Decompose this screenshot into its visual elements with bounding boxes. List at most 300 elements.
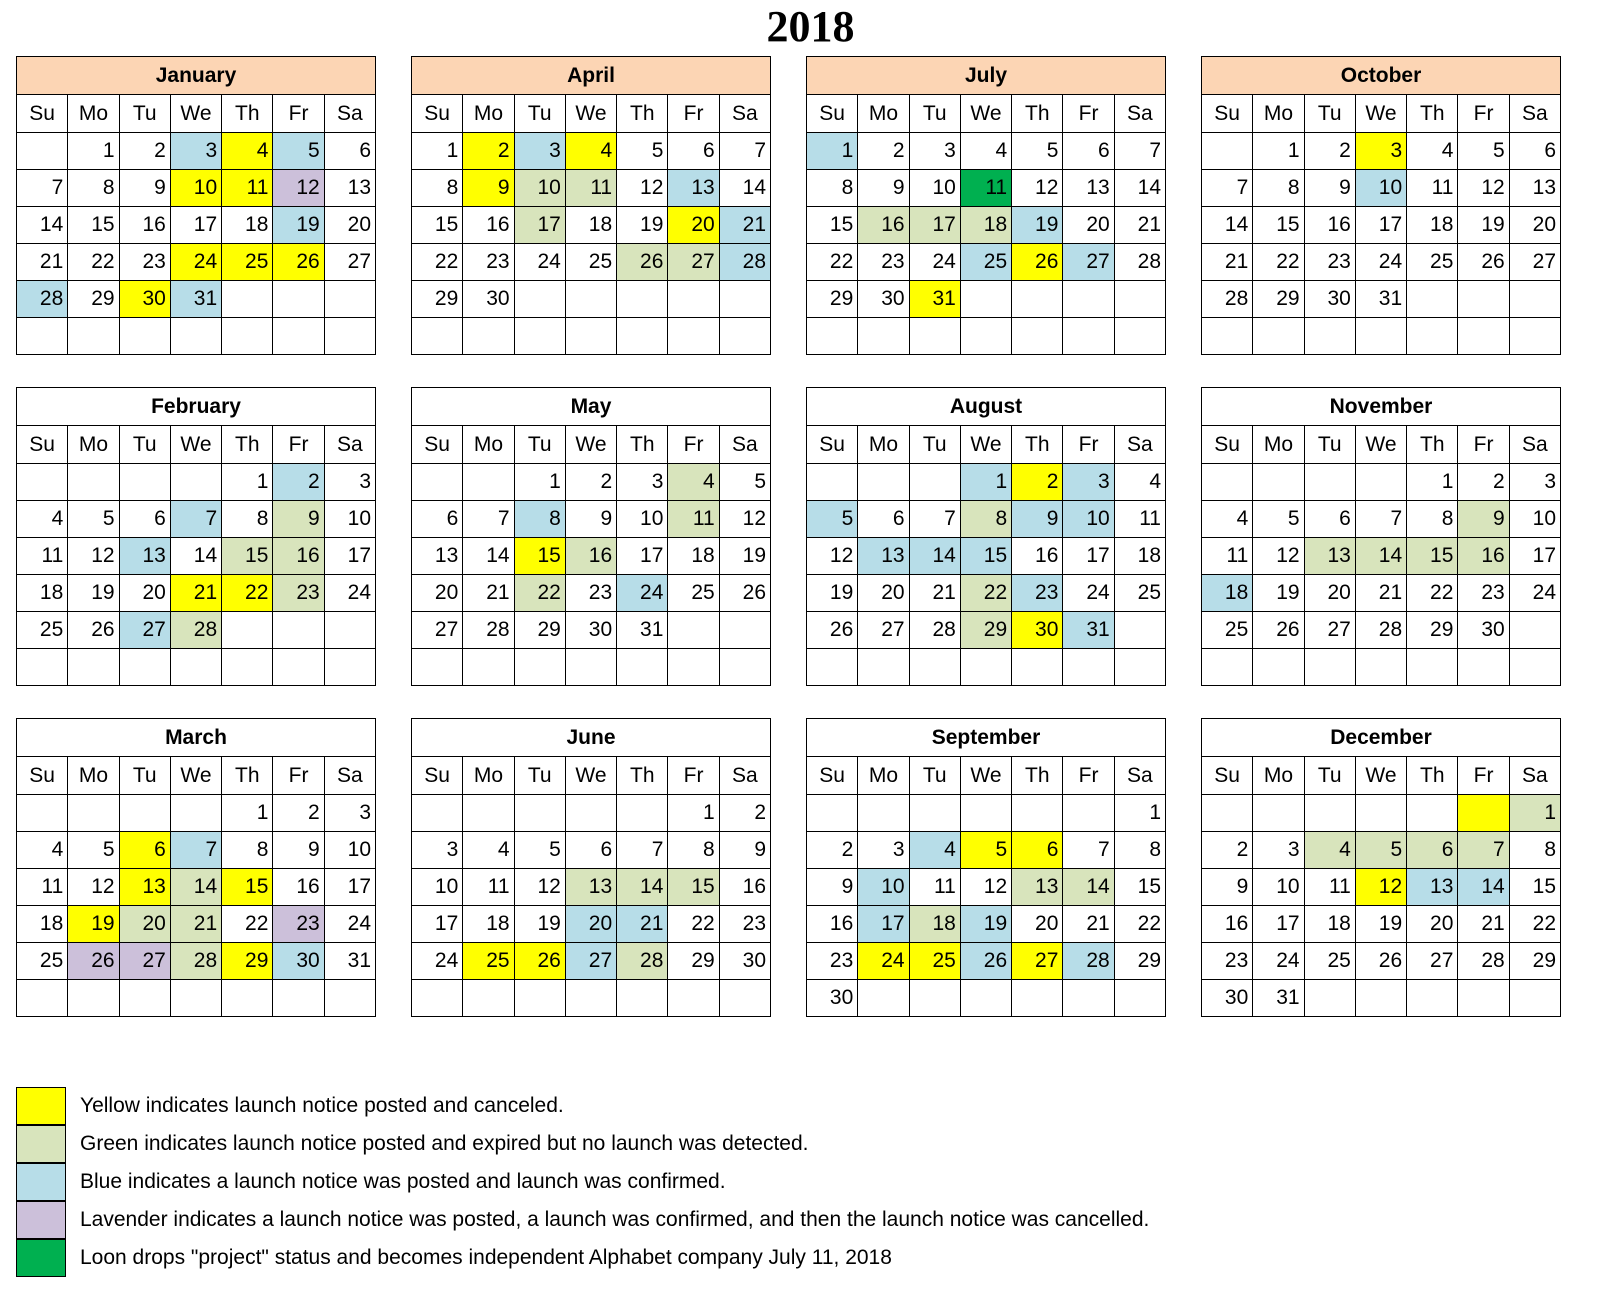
day-cell: 16 [1012,538,1063,575]
week-row [807,501,1166,538]
empty-cell [1509,612,1560,649]
day-cell: 12 [807,538,858,575]
empty-cell [668,318,719,355]
week-row [1202,649,1561,686]
day-cell: 23 [1202,943,1253,980]
month-july [806,56,1166,362]
day-cell: 22 [412,244,463,281]
day-cell: 21 [1458,906,1509,943]
weekday-label: Fr [1458,757,1509,795]
day-cell: 31 [324,943,375,980]
month-name: March [17,719,376,757]
day-cell: 5 [1355,832,1406,869]
day-cell: 3 [170,133,221,170]
day-cell: 12 [1012,170,1063,207]
day-cell: 13 [1063,170,1114,207]
day-cell: 2 [1458,464,1509,501]
day-cell: 5 [807,501,858,538]
weekday-label: Tu [1304,426,1355,464]
empty-cell [909,318,960,355]
day-cell: 5 [514,832,565,869]
empty-cell [119,318,170,355]
weekday-label: Th [1407,95,1458,133]
month-name: September [807,719,1166,757]
weekday-label: Mo [68,95,119,133]
week-row [807,980,1166,1017]
day-cell: 10 [514,170,565,207]
empty-cell [412,980,463,1017]
day-cell: 28 [1202,281,1253,318]
legend-item-dark-green [16,1239,1149,1277]
day-cell: 4 [17,832,68,869]
empty-cell [1063,649,1114,686]
day-cell: 3 [1063,464,1114,501]
weekday-label: Sa [1114,95,1165,133]
day-cell: 1 [1253,133,1304,170]
day-cell: 11 [222,170,273,207]
empty-cell [273,980,324,1017]
weekday-label: Mo [1253,426,1304,464]
day-cell: 9 [719,832,770,869]
weekday-label: Mo [463,426,514,464]
day-cell: 30 [807,980,858,1017]
day-cell: 8 [668,832,719,869]
day-cell: 24 [170,244,221,281]
day-cell: 2 [463,133,514,170]
day-cell: 1 [222,795,273,832]
month-january [16,56,376,362]
day-cell: 18 [222,207,273,244]
month-november [1201,387,1561,693]
empty-cell [960,795,1011,832]
day-cell: 1 [807,133,858,170]
weekday-label: Su [807,757,858,795]
day-cell: 17 [1509,538,1560,575]
week-row [1202,244,1561,281]
day-cell: 29 [1509,943,1560,980]
day-cell: 26 [1012,244,1063,281]
day-cell: 15 [1407,538,1458,575]
week-row [412,501,771,538]
month-may [411,387,771,693]
day-cell: 21 [1355,575,1406,612]
day-cell: 15 [1114,869,1165,906]
weekday-label: Su [17,757,68,795]
day-cell: 17 [858,906,909,943]
day-cell: 7 [170,501,221,538]
weekday-label: Su [412,757,463,795]
empty-cell [565,281,616,318]
empty-cell [1114,980,1165,1017]
weekday-label: Tu [119,95,170,133]
day-cell: 16 [1458,538,1509,575]
day-cell: 22 [514,575,565,612]
week-row [807,795,1166,832]
empty-cell [1202,318,1253,355]
day-cell: 19 [1458,207,1509,244]
week-row [17,133,376,170]
week-row [1202,170,1561,207]
day-cell: 29 [960,612,1011,649]
day-cell: 24 [909,244,960,281]
empty-cell [463,464,514,501]
empty-cell [1407,795,1458,832]
empty-cell [119,795,170,832]
weekday-label: We [565,426,616,464]
day-cell: 12 [960,869,1011,906]
empty-cell [68,649,119,686]
day-cell: 20 [1012,906,1063,943]
day-cell: 8 [1253,170,1304,207]
weekday-label: Th [222,757,273,795]
empty-cell [514,980,565,1017]
day-cell: 31 [170,281,221,318]
day-cell: 22 [222,906,273,943]
empty-cell [1304,795,1355,832]
day-cell: 9 [1304,170,1355,207]
week-row [1202,832,1561,869]
day-cell: 24 [617,575,668,612]
day-cell: 1 [1407,464,1458,501]
day-cell: 11 [565,170,616,207]
day-cell: 8 [1407,501,1458,538]
day-cell: 27 [412,612,463,649]
empty-cell [1063,318,1114,355]
day-cell: 6 [668,133,719,170]
day-cell: 15 [668,869,719,906]
weekday-label: Tu [1304,757,1355,795]
day-cell: 4 [1407,133,1458,170]
day-cell: 12 [1253,538,1304,575]
week-row [17,832,376,869]
empty-cell [222,612,273,649]
day-cell: 8 [412,170,463,207]
day-cell: 5 [273,133,324,170]
day-cell: 9 [273,501,324,538]
week-row [17,943,376,980]
day-cell: 7 [17,170,68,207]
day-cell: 14 [617,869,668,906]
day-cell: 12 [514,869,565,906]
week-row [412,318,771,355]
day-cell: 10 [1509,501,1560,538]
weekday-label: Sa [1509,426,1560,464]
day-cell: 13 [324,170,375,207]
week-row [17,575,376,612]
weekday-label: Su [412,426,463,464]
day-cell: 16 [463,207,514,244]
empty-cell [807,464,858,501]
legend-text-dark-green: Loon drops "project" status and becomes independent Alphabet company July 11, 2018 [80,1246,892,1269]
day-cell: 8 [68,170,119,207]
day-cell: 14 [1458,869,1509,906]
day-cell: 1 [1114,795,1165,832]
day-cell: 7 [1202,170,1253,207]
day-cell: 18 [909,906,960,943]
weekday-label: Fr [668,757,719,795]
empty-cell [17,133,68,170]
weekday-label: Th [1407,757,1458,795]
day-cell: 29 [412,281,463,318]
day-cell: 10 [909,170,960,207]
day-cell: 31 [1063,612,1114,649]
month-table [1201,387,1561,686]
empty-cell [324,281,375,318]
week-row [1202,207,1561,244]
day-cell: 6 [1063,133,1114,170]
day-cell: 18 [668,538,719,575]
day-cell: 6 [119,832,170,869]
day-cell: 2 [273,795,324,832]
day-cell: 22 [807,244,858,281]
day-cell: 20 [119,575,170,612]
weekday-label: We [960,757,1011,795]
day-cell: 23 [119,244,170,281]
day-cell: 16 [119,207,170,244]
week-row [17,612,376,649]
day-cell: 11 [1304,869,1355,906]
day-cell: 2 [719,795,770,832]
day-cell: 3 [1509,464,1560,501]
weekday-label: Tu [909,757,960,795]
week-row [1202,795,1561,832]
page-title: 2018 [766,2,855,51]
month-table [806,718,1166,1017]
empty-cell [17,795,68,832]
day-cell: 23 [858,244,909,281]
day-cell: 21 [1063,906,1114,943]
day-cell: 20 [565,906,616,943]
week-row [1202,612,1561,649]
day-cell: 11 [17,869,68,906]
day-cell: 17 [1063,538,1114,575]
week-row [807,943,1166,980]
day-cell: 14 [1063,869,1114,906]
empty-cell [1304,980,1355,1017]
empty-cell [1253,464,1304,501]
day-cell: 9 [119,170,170,207]
day-cell: 6 [858,501,909,538]
day-cell: 12 [617,170,668,207]
day-cell: 23 [807,943,858,980]
empty-cell [514,318,565,355]
day-cell: 12 [68,538,119,575]
weekday-label: Su [17,426,68,464]
month-march [16,718,376,1024]
day-cell: 25 [1202,612,1253,649]
legend-text-green: Green indicates launch notice posted and expired but no launch was detected. [80,1132,809,1155]
day-cell: 29 [222,943,273,980]
week-row [1202,906,1561,943]
day-cell: 7 [1063,832,1114,869]
weekday-label: Th [617,757,668,795]
day-cell: 19 [514,906,565,943]
empty-cell [1509,318,1560,355]
day-cell: 14 [17,207,68,244]
day-cell: 24 [1509,575,1560,612]
legend-item-green [16,1125,1149,1163]
weekday-label: Mo [68,426,119,464]
day-cell: 2 [1202,832,1253,869]
empty-cell [668,980,719,1017]
empty-cell [1458,795,1509,832]
week-row [412,795,771,832]
day-cell: 13 [1304,538,1355,575]
month-name: August [807,388,1166,426]
day-cell: 4 [1114,464,1165,501]
day-cell: 29 [1253,281,1304,318]
day-cell: 3 [858,832,909,869]
day-cell: 24 [324,906,375,943]
day-cell: 7 [1114,133,1165,170]
month-table [16,387,376,686]
week-row [1202,133,1561,170]
day-cell: 5 [1458,133,1509,170]
day-cell: 10 [1253,869,1304,906]
empty-cell [909,649,960,686]
empty-cell [1012,649,1063,686]
day-cell: 25 [909,943,960,980]
week-row [17,906,376,943]
day-cell: 3 [617,464,668,501]
empty-cell [17,318,68,355]
weekday-label: Su [412,95,463,133]
day-cell: 5 [960,832,1011,869]
day-cell: 20 [1063,207,1114,244]
day-cell: 13 [412,538,463,575]
day-cell: 15 [807,207,858,244]
day-cell: 7 [1355,501,1406,538]
month-table [806,387,1166,686]
day-cell: 17 [1253,906,1304,943]
month-april [411,56,771,362]
day-cell: 1 [668,795,719,832]
day-cell: 3 [909,133,960,170]
day-cell: 18 [17,906,68,943]
day-cell: 6 [1509,133,1560,170]
month-table [16,56,376,355]
day-cell: 9 [273,832,324,869]
empty-cell [1509,281,1560,318]
day-cell: 16 [565,538,616,575]
weekday-label: Fr [273,426,324,464]
day-cell: 26 [1355,943,1406,980]
empty-cell [1407,980,1458,1017]
weekday-label: Tu [909,426,960,464]
empty-cell [1355,980,1406,1017]
day-cell: 24 [858,943,909,980]
week-row [807,207,1166,244]
day-cell: 21 [17,244,68,281]
week-row [412,869,771,906]
week-row [807,244,1166,281]
weekday-label: Mo [858,426,909,464]
week-row [17,501,376,538]
day-cell: 7 [463,501,514,538]
empty-cell [1114,612,1165,649]
day-cell: 30 [119,281,170,318]
day-cell: 18 [960,207,1011,244]
day-cell: 24 [514,244,565,281]
weekday-label: Th [617,95,668,133]
week-row [412,575,771,612]
empty-cell [412,649,463,686]
day-cell: 7 [719,133,770,170]
day-cell: 25 [222,244,273,281]
day-cell: 10 [858,869,909,906]
empty-cell [858,980,909,1017]
weekday-label: Sa [719,426,770,464]
day-cell: 6 [1407,832,1458,869]
day-cell: 22 [1509,906,1560,943]
day-cell: 15 [222,538,273,575]
week-row [1202,943,1561,980]
weekday-label: Fr [1063,757,1114,795]
day-cell: 22 [668,906,719,943]
weekday-label: We [960,95,1011,133]
week-row [1202,575,1561,612]
day-cell: 15 [68,207,119,244]
day-cell: 28 [617,943,668,980]
day-cell: 25 [17,943,68,980]
day-cell: 2 [565,464,616,501]
day-cell: 28 [1355,612,1406,649]
day-cell: 12 [1355,869,1406,906]
day-cell: 7 [617,832,668,869]
weekday-label: Mo [1253,757,1304,795]
day-cell: 10 [617,501,668,538]
weekday-label: Fr [1458,426,1509,464]
empty-cell [1202,133,1253,170]
day-cell: 25 [960,244,1011,281]
empty-cell [960,281,1011,318]
weekday-label: We [1355,757,1406,795]
day-cell: 9 [463,170,514,207]
empty-cell [1253,318,1304,355]
month-february [16,387,376,693]
week-row [17,244,376,281]
day-cell: 20 [412,575,463,612]
day-cell: 23 [273,575,324,612]
day-cell: 13 [858,538,909,575]
day-cell: 24 [1355,244,1406,281]
day-cell: 14 [1355,538,1406,575]
day-cell: 21 [1114,207,1165,244]
legend-item-lavender [16,1201,1149,1239]
legend-text-lavender: Lavender indicates a launch notice was posted, a launch was confirmed, and then the launch notice was cancelled. [80,1208,1150,1231]
weekday-label: Sa [1114,757,1165,795]
month-name: April [412,57,771,95]
week-row [17,795,376,832]
empty-cell [807,649,858,686]
day-cell: 6 [1012,832,1063,869]
week-row [412,170,771,207]
day-cell: 22 [960,575,1011,612]
day-cell: 26 [960,943,1011,980]
day-cell: 17 [324,538,375,575]
month-september [806,718,1166,1024]
day-cell: 3 [1355,133,1406,170]
week-row [1202,318,1561,355]
day-cell: 6 [412,501,463,538]
weekday-label: Mo [463,757,514,795]
weekday-label: Mo [1253,95,1304,133]
month-name: December [1202,719,1561,757]
empty-cell [222,318,273,355]
empty-cell [719,318,770,355]
empty-cell [273,281,324,318]
empty-cell [1304,464,1355,501]
